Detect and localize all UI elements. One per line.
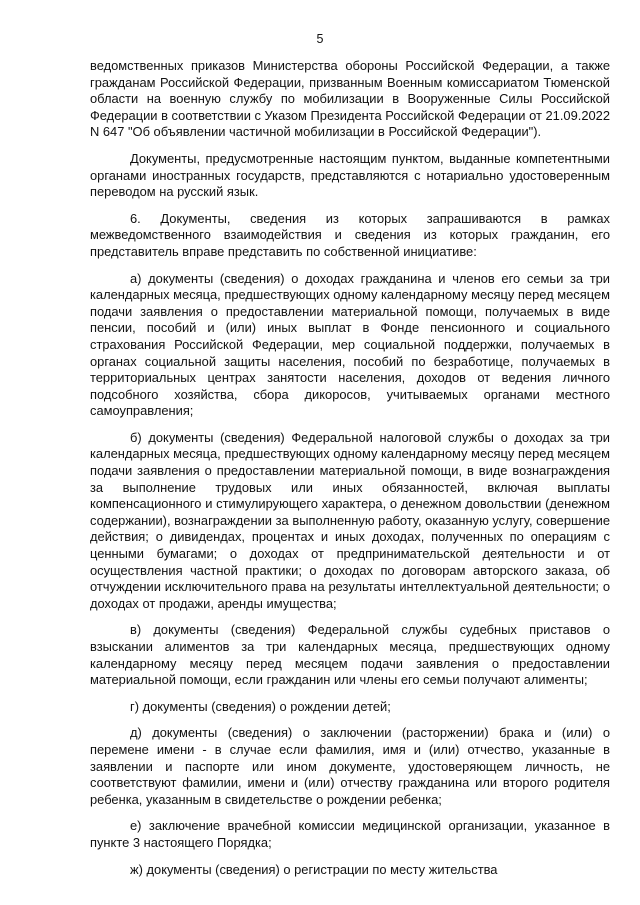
paragraph-subitem-v: в) документы (сведения) Федеральной службы судебных приставов о взыскании алиментов за три календарных месяца, предшествующих одному календарному месяцу перед месяцем подачи заявления о предоставлении материальной помощи, если гражданин или члены его семьи получают алименты; <box>90 622 610 688</box>
paragraph-continuation: ведомственных приказов Министерства обороны Российской Федерации, а также гражданам Российской Федерации, призванным Военным комиссариатом Тюменской области на военную службу по мобилизации в Вооруженные Силы Российской Федерации в соответствии с Указом Президента Российской Федерации от 21.09.2022 N 647 "Об объявлении частичной мобилизации в Российской Федерации"). <box>90 58 610 140</box>
document-body <box>90 58 610 888</box>
page-number: 5 <box>316 32 324 46</box>
paragraph-subitem-d: д) документы (сведения) о заключении (расторжении) брака и (или) о перемене имени - в случае если фамилия, имя и (или) отчество, указанные в заявлении и паспорте или ином документе, удостоверяющем личность, не соответствуют фамилии, имени и (или) отчеству гражданина или второго родителя ребенка, указанным в свидетельстве о рождении ребенка; <box>90 725 610 807</box>
paragraph-subitem-zh: ж) документы (сведения) о регистрации по месту жительства <box>130 861 498 877</box>
paragraph-subitem-g: г) документы (сведения) о рождении детей; <box>130 698 391 714</box>
paragraph-subitem-a: а) документы (сведения) о доходах гражданина и членов его семьи за три календарных месяца, предшествующих одному календарному месяцу перед месяцем подачи заявления о предоставлении материальной помощи, получаемых в виде пенсии, пособий и (или) иных выплат в Фонде пенсионного и социального страхования Российской Федерации, мер социальной поддержки, получаемых в органах социальной защиты населения, пособий по безработице, получаемых в территориальных центрах занятости населения, доходов от ведения личного подсобного хозяйства, сбора дикоросов, учитываемых органами местного самоуправления; <box>90 270 610 419</box>
paragraph-subitem-e: е) заключение врачебной комиссии медицинской организации, указанное в пункте 3 настоящего Порядка; <box>90 818 610 850</box>
paragraph-foreign-documents: Документы, предусмотренные настоящим пунктом, выданные компетентными органами иностранных государств, представляются с нотариально удостоверенным переводом на русский язык. <box>90 150 610 200</box>
paragraph-item-6: 6. Документы, сведения из которых запрашиваются в рамках межведомственного взаимодействия и сведения из которых гражданин, его представитель вправе представить по собственной инициативе: <box>90 210 610 259</box>
paragraph-subitem-b: б) документы (сведения) Федеральной налоговой службы о доходах за три календарных месяца, предшествующих одному календарному месяцу перед месяцем подачи заявления о предоставлении материальной помощи, в виде вознаграждения за выполнение трудовых или иных обязанностей, включая выплаты компенсационного и стимулирующего характера, о денежном довольствии (денежном содержании), вознаграждении за выполненную работу, оказанную услугу, совершение действия; о дивидендах, процентах и иных доходах, полученных по операциям с ценными бумагами; о доходах от предпринимательской деятельности и от осуществления частной практики; о доходах по договорам авторского заказа, об отчуждении исключительного права на результаты интеллектуальной деятельности; о доходах от продажи, аренды имущества; <box>90 429 610 611</box>
